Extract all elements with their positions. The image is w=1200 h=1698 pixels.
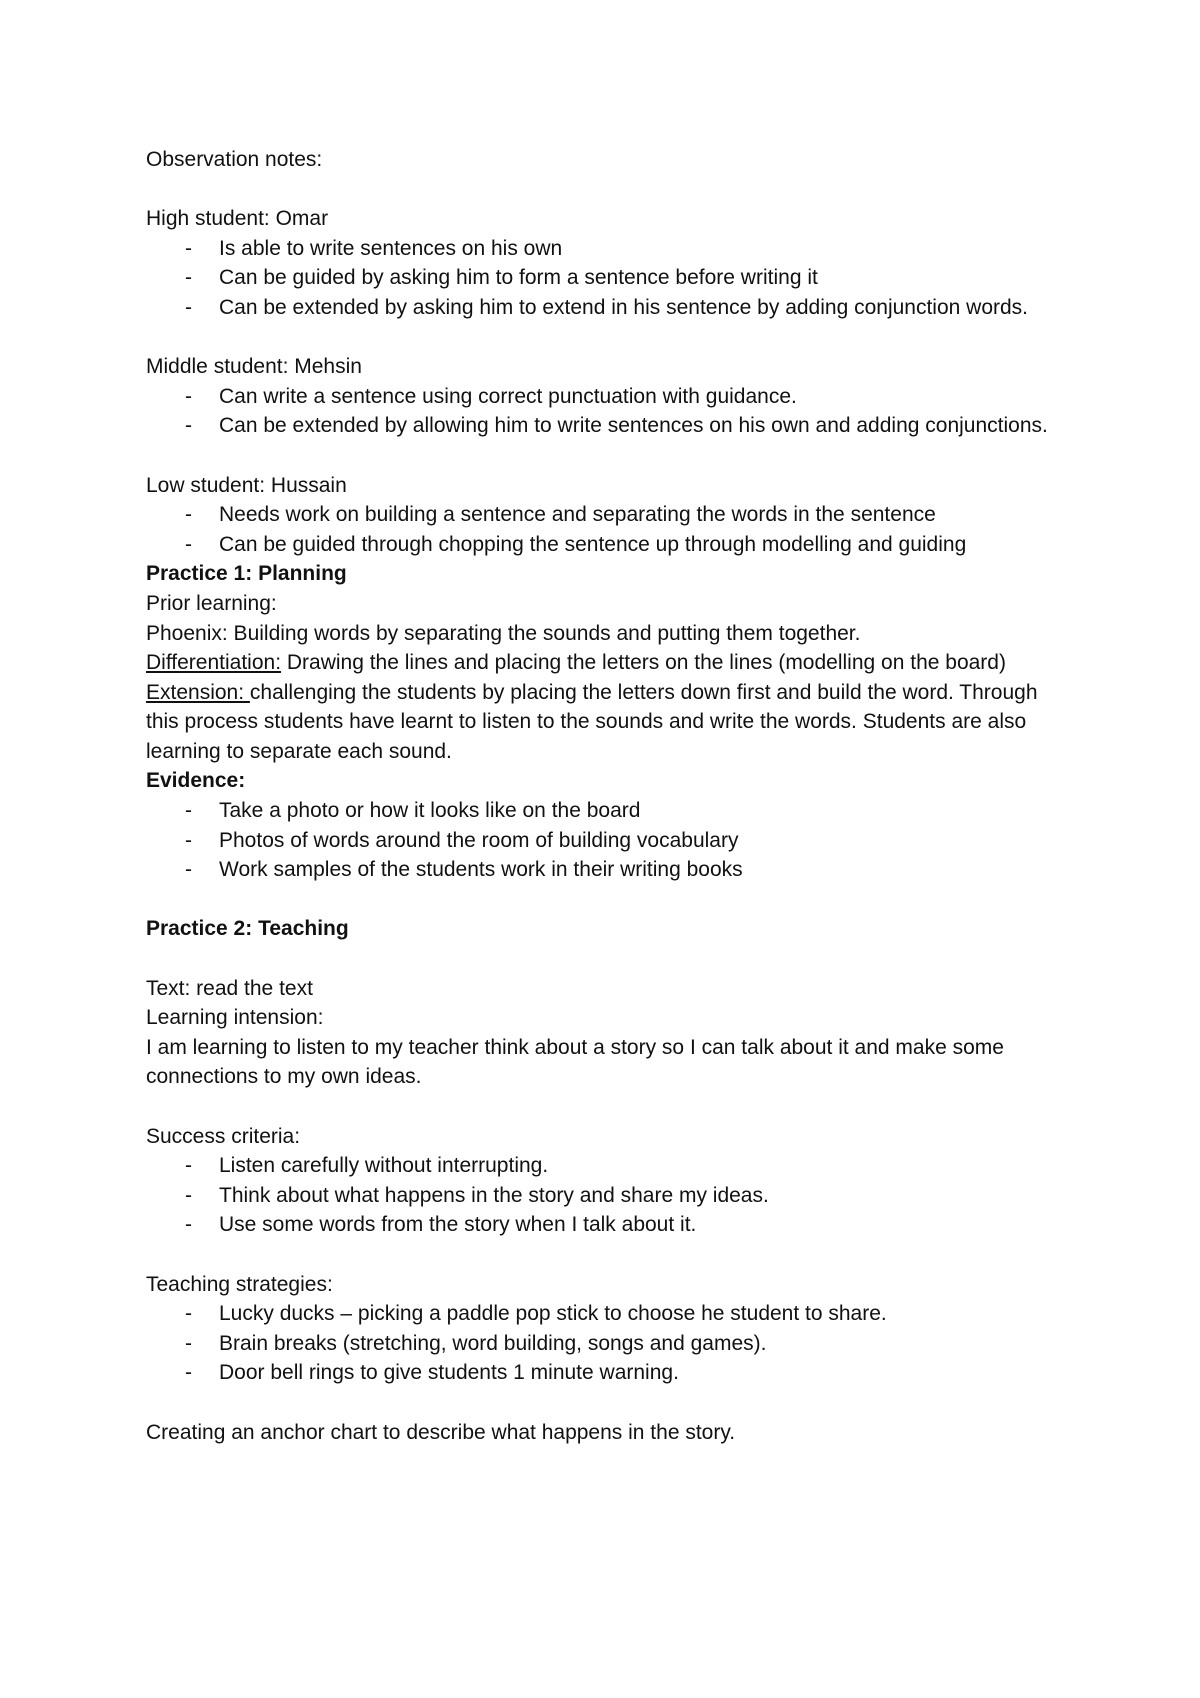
dash-bullet: - <box>185 1213 192 1237</box>
evidence-heading: Evidence: <box>146 769 246 793</box>
dash-bullet: - <box>185 414 192 438</box>
low-student-list <box>146 500 1076 559</box>
low-student-heading: Low student: Hussain <box>146 473 347 497</box>
list-item <box>146 1210 1076 1240</box>
list-item-text: Think about what happens in the story and share my ideas. <box>219 1183 769 1207</box>
document-title: Observation notes: <box>146 148 323 171</box>
spacer <box>146 1092 1076 1122</box>
list-item-text: Can be extended by asking him to extend in his sentence by adding conjunction words. <box>219 295 1029 319</box>
list-item <box>146 234 1076 264</box>
middle-student-list <box>146 382 1076 441</box>
list-item <box>146 1151 1076 1181</box>
list-item <box>146 263 1076 293</box>
list-item-text: Lucky ducks – picking a paddle pop stick to choose he student to share. <box>219 1302 887 1326</box>
dash-bullet: - <box>185 1154 192 1178</box>
success-criteria-list <box>146 1151 1076 1240</box>
spacer <box>146 885 1076 915</box>
list-item-text: Can be guided by asking him to form a sentence before writing it <box>219 266 818 290</box>
list-item <box>146 500 1076 530</box>
list-item <box>146 1181 1076 1211</box>
list-item-text: Needs work on building a sentence and separating the words in the sentence <box>219 503 936 527</box>
list-item <box>146 382 1076 412</box>
teaching-strategies-list <box>146 1299 1076 1388</box>
teaching-strategies-label: Teaching strategies: <box>146 1272 333 1296</box>
success-criteria-label: Success criteria: <box>146 1124 301 1148</box>
list-item <box>146 530 1076 560</box>
spacer <box>146 323 1076 353</box>
extension-paragraph <box>146 678 1076 767</box>
phoenix-line: Phoenix: Building words by separating the sounds and putting them together. <box>146 621 861 645</box>
dash-bullet: - <box>185 1302 192 1326</box>
list-item-text: Door bell rings to give students 1 minute warning. <box>219 1361 679 1385</box>
list-item <box>146 855 1076 885</box>
list-item-text: Photos of words around the room of building vocabulary <box>219 828 739 852</box>
dash-bullet: - <box>185 828 192 852</box>
practice1-heading: Practice 1: Planning <box>146 562 347 586</box>
list-item <box>146 293 1076 323</box>
list-item <box>146 1358 1076 1388</box>
extension-label: Extension: <box>146 680 250 704</box>
high-student-list <box>146 234 1076 323</box>
spacer <box>146 944 1076 974</box>
dash-bullet: - <box>185 384 192 408</box>
spacer <box>146 175 1076 205</box>
spacer <box>146 441 1076 471</box>
differentiation-paragraph <box>146 648 1076 678</box>
prior-learning-label: Prior learning: <box>146 591 277 615</box>
list-item <box>146 1329 1076 1359</box>
document-body <box>146 145 1076 1447</box>
dash-bullet: - <box>185 1183 192 1207</box>
dash-bullet: - <box>185 295 192 319</box>
dash-bullet: - <box>185 532 192 556</box>
list-item-text: Can be guided through chopping the sentence up through modelling and guiding <box>219 532 967 556</box>
list-item <box>146 411 1076 441</box>
list-item <box>146 1299 1076 1329</box>
dash-bullet: - <box>185 858 192 882</box>
closing-line: Creating an anchor chart to describe what happens in the story. <box>146 1420 736 1444</box>
list-item-text: Can be extended by allowing him to write sentences on his own and adding conjunctions. <box>219 414 1048 438</box>
list-item-text: Brain breaks (stretching, word building, songs and games). <box>219 1331 767 1355</box>
spacer <box>146 1240 1076 1270</box>
middle-student-heading: Middle student: Mehsin <box>146 355 362 379</box>
list-item <box>146 826 1076 856</box>
list-item-text: Take a photo or how it looks like on the board <box>219 799 641 823</box>
dash-bullet: - <box>185 236 192 260</box>
dash-bullet: - <box>185 266 192 290</box>
extension-text: challenging the students by placing the letters down first and build the word. Through this process students have learnt to listen to the sounds and write the words. Students are also learning to separate each sound. <box>146 680 1038 763</box>
learning-intension-label: Learning intension: <box>146 1006 324 1030</box>
practice2-heading: Practice 2: Teaching <box>146 917 349 941</box>
list-item-text: Can write a sentence using correct punctuation with guidance. <box>219 384 797 408</box>
list-item-text: Is able to write sentences on his own <box>219 236 563 260</box>
spacer <box>146 1388 1076 1418</box>
list-item <box>146 796 1076 826</box>
list-item-text: Listen carefully without interrupting. <box>219 1154 549 1178</box>
high-student-heading: High student: Omar <box>146 207 329 231</box>
list-item-text: Work samples of the students work in their writing books <box>219 858 743 882</box>
differentiation-text: Drawing the lines and placing the letters on the lines (modelling on the board) <box>281 651 1006 675</box>
dash-bullet: - <box>185 1331 192 1355</box>
text-line: Text: read the text <box>146 976 313 1000</box>
list-item-text: Use some words from the story when I talk about it. <box>219 1213 697 1237</box>
dash-bullet: - <box>185 503 192 527</box>
dash-bullet: - <box>185 799 192 823</box>
dash-bullet: - <box>185 1361 192 1385</box>
evidence-list <box>146 796 1076 885</box>
learning-intension-text: I am learning to listen to my teacher think about a story so I can talk about it and make some connections to my own ideas. <box>146 1035 1004 1089</box>
differentiation-label: Differentiation: <box>146 651 282 675</box>
